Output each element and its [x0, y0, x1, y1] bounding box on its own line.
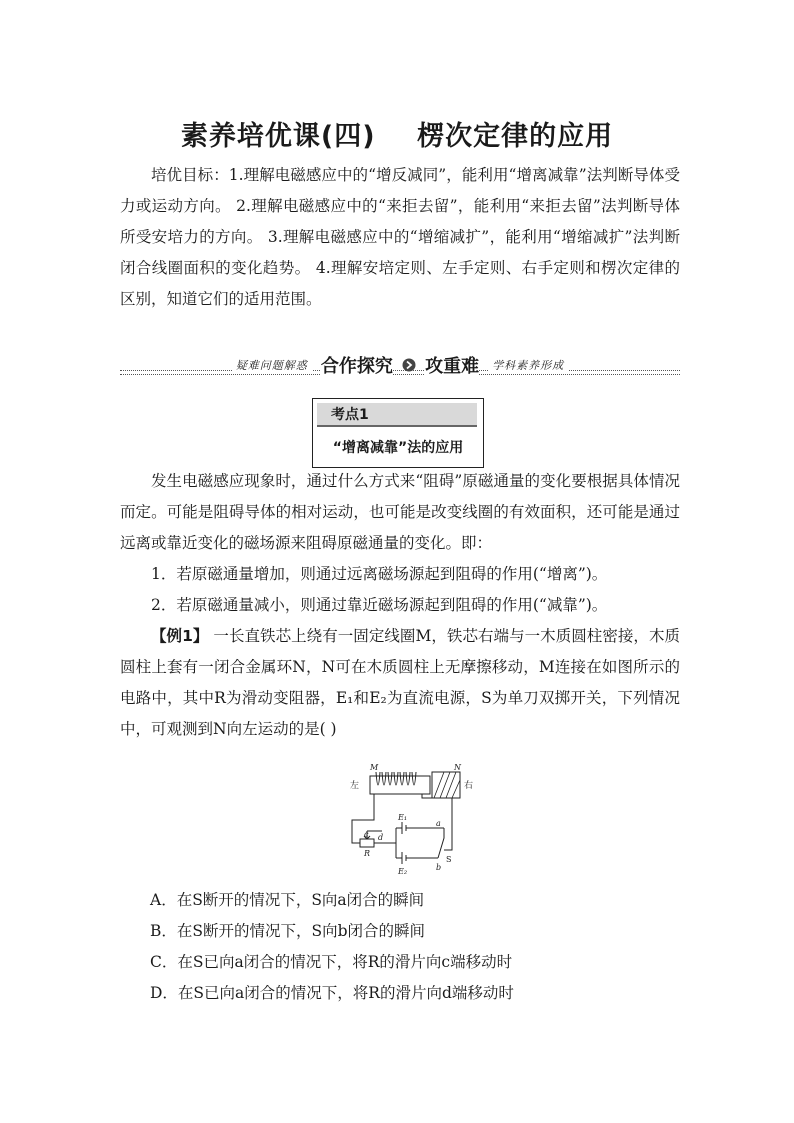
- section-banner: [120, 350, 680, 380]
- option-c: C．在S已向a闭合的情况下，将R的滑片向c端移动时: [150, 953, 513, 971]
- ring-hatch: [434, 772, 460, 798]
- topic-box: [312, 398, 484, 468]
- option-a: A．在S断开的情况下，S向a闭合的瞬间: [150, 891, 425, 909]
- point-2: 2．若原磁通量减小，则通过靠近磁场源起到阻碍的作用(“减靠”)。: [151, 596, 608, 614]
- label-s: S: [446, 855, 452, 864]
- label-r: R: [364, 849, 371, 858]
- battery-e2: [396, 852, 438, 864]
- page-title: 素养培优课(四) 楞次定律的应用: [180, 121, 614, 152]
- intro-paragraph: 发生电磁感应现象时，通过什么方式来“阻碍”原磁通量的变化要根据具体情况而定。可能是阻碍导体的相对运动，也可能是改变线圈的有效面积，还可能是通过远离或靠近变化的磁场源来阻碍原磁通量的变化。即：: [120, 472, 680, 552]
- example-text: 一长直铁芯上绕有一固定线圈M，铁芯右端与一木质圆柱密接，木质圆柱上套有一闭合金属环N，N可在木质圆柱上无摩擦移动，M连接在如图所示的电路中，其中R为滑动变阻器，E₁和E₂为直流电源，S为单刀双掷开关，下列情况中，可观测到N向左运动的是( ): [120, 627, 680, 738]
- label-e2: E₂: [398, 867, 408, 876]
- banner-main-2: 攻重难: [425, 356, 480, 377]
- point-1: 1．若原磁通量增加，则通过远离磁场源起到阻碍的作用(“增离”)。: [151, 565, 608, 583]
- label-b: b: [436, 863, 442, 872]
- circuit-diagram: [340, 758, 474, 878]
- banner-left-text: 疑难问题解惑: [232, 359, 312, 372]
- label-a: a: [436, 819, 441, 828]
- wire-left: [352, 794, 374, 843]
- example-1: [120, 621, 680, 745]
- label-d: d: [378, 833, 384, 842]
- label-n: N: [454, 763, 461, 772]
- banner-right-text: 学科素养形成: [488, 359, 568, 372]
- coil-m: [376, 772, 416, 785]
- switch-s: [438, 828, 444, 858]
- topic-name: “增离减靠”法的应用: [332, 440, 464, 456]
- label-e1: E₁: [398, 813, 408, 822]
- banner-text: [120, 352, 680, 378]
- option-d: D．在S已向a闭合的情况下，将R的滑片向d端移动时: [150, 984, 514, 1002]
- topic-label: 考点1: [317, 403, 477, 427]
- label-left: 左: [350, 781, 360, 791]
- ring-n: [432, 772, 460, 798]
- label-m: M: [370, 763, 379, 772]
- learning-goals: 培优目标：1.理解电磁感应中的“增反减同”，能利用“增离减靠”法判断导体受力或运动方向。 2.理解电磁感应中的“来拒去留”，能利用“来拒去留”法判断导体所受安培力的方向。 3.理解电磁感应中的“增缩减扩”，能利用“增缩减扩”法判断闭合线圈面积的变化趋势。 4.理解安培定则、左手定则、右手定则和楞次定律的区别，知道它们的适用范围。: [120, 166, 680, 308]
- chevron-right-icon: [402, 358, 416, 372]
- label-c: c: [364, 830, 369, 839]
- rheostat-r: [360, 839, 374, 847]
- banner-main-1: 合作探究: [320, 356, 393, 377]
- example-tag: 【例1】: [151, 627, 209, 645]
- label-right: 右: [464, 781, 474, 791]
- option-b: B．在S断开的情况下，S向b闭合的瞬间: [150, 922, 426, 940]
